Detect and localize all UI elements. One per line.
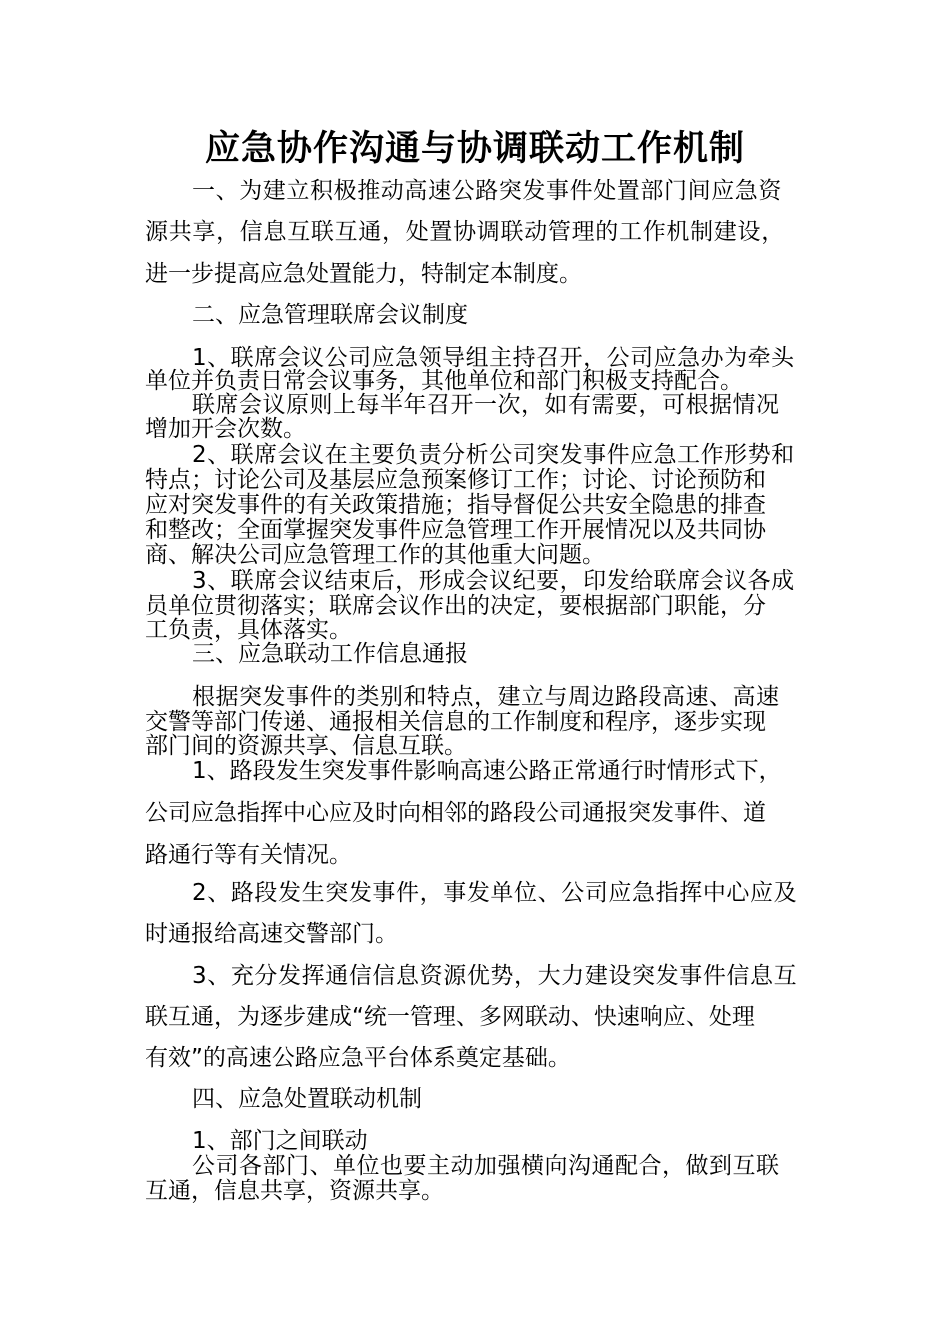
paragraph-line: 有效”的高速公路应急平台体系奠定基础。 bbox=[145, 1045, 571, 1071]
section-heading: 二、应急管理联席会议制度 bbox=[192, 302, 468, 328]
paragraph-line: 联席会议原则上每半年召开一次，如有需要，可根据情况 bbox=[192, 392, 780, 418]
document-title: 应急协作沟通与协调联动工作机制 bbox=[204, 129, 745, 169]
paragraph-line: 1、部门之间联动 bbox=[192, 1128, 368, 1154]
paragraph-line: 公司应急指挥中心应及时向相邻的路段公司通报突发事件、道 bbox=[145, 800, 766, 826]
section-heading: 四、应急处置联动机制 bbox=[192, 1086, 422, 1112]
paragraph-line: 应对突发事件的有关政策措施；指导督促公共安全隐患的排查 bbox=[145, 492, 766, 518]
paragraph-line: 单位并负责日常会议事务，其他单位和部门积极支持配合。 bbox=[145, 368, 743, 394]
paragraph-line: 路通行等有关情况。 bbox=[145, 842, 352, 868]
paragraph-line: 根据突发事件的类别和特点，建立与周边路段高速、高速 bbox=[192, 684, 780, 710]
paragraph-line: 2、联席会议在主要负责分析公司突发事件应急工作形势和 bbox=[192, 442, 795, 468]
paragraph-line: 进一步提高应急处置能力，特制定本制度。 bbox=[145, 261, 582, 287]
paragraph-line: 特点；讨论公司及基层应急预案修订工作；讨论、讨论预防和 bbox=[145, 467, 766, 493]
paragraph-line: 互通，信息共享，资源共享。 bbox=[145, 1178, 444, 1204]
paragraph-line: 商、解决公司应急管理工作的其他重大问题。 bbox=[145, 542, 605, 568]
paragraph-line: 部门间的资源共享、信息互联。 bbox=[145, 733, 467, 759]
paragraph-line: 公司各部门、单位也要主动加强横向沟通配合，做到互联 bbox=[192, 1153, 780, 1179]
paragraph-line: 1、联席会议公司应急领导组主持召开，公司应急办为牵头 bbox=[192, 345, 795, 371]
paragraph-line: 员单位贯彻落实；联席会议作出的决定，要根据部门职能，分 bbox=[145, 593, 766, 619]
paragraph-line: 联互通，为逐步建成“统一管理、多网联动、快速响应、处理 bbox=[145, 1004, 755, 1030]
paragraph-line: 增加开会次数。 bbox=[145, 416, 306, 442]
paragraph-line: 3、联席会议结束后，形成会议纪要，印发给联席会议各成 bbox=[192, 568, 795, 594]
paragraph-line: 和整改；全面掌握突发事件应急管理工作开展情况以及共同协 bbox=[145, 517, 766, 543]
paragraph-line: 交警等部门传递、通报相关信息的工作制度和程序，逐步实现 bbox=[145, 709, 766, 735]
paragraph-line: 一、为建立积极推动高速公路突发事件处置部门间应急资 bbox=[192, 178, 782, 204]
paragraph-line: 1、路段发生突发事件影响高速公路正常通行时情形式下， bbox=[192, 758, 782, 784]
section-heading: 三、应急联动工作信息通报 bbox=[192, 641, 468, 667]
paragraph-line: 时通报给高速交警部门。 bbox=[145, 921, 398, 947]
paragraph-line: 源共享，信息互联互通，处置协调联动管理的工作机制建设， bbox=[145, 219, 785, 245]
paragraph-line: 3、充分发挥通信信息资源优势，大力建设突发事件信息互 bbox=[192, 963, 798, 989]
paragraph-line: 工负责，具体落实。 bbox=[145, 617, 352, 643]
paragraph-line: 2、路段发生突发事件，事发单位、公司应急指挥中心应及 bbox=[192, 880, 798, 906]
